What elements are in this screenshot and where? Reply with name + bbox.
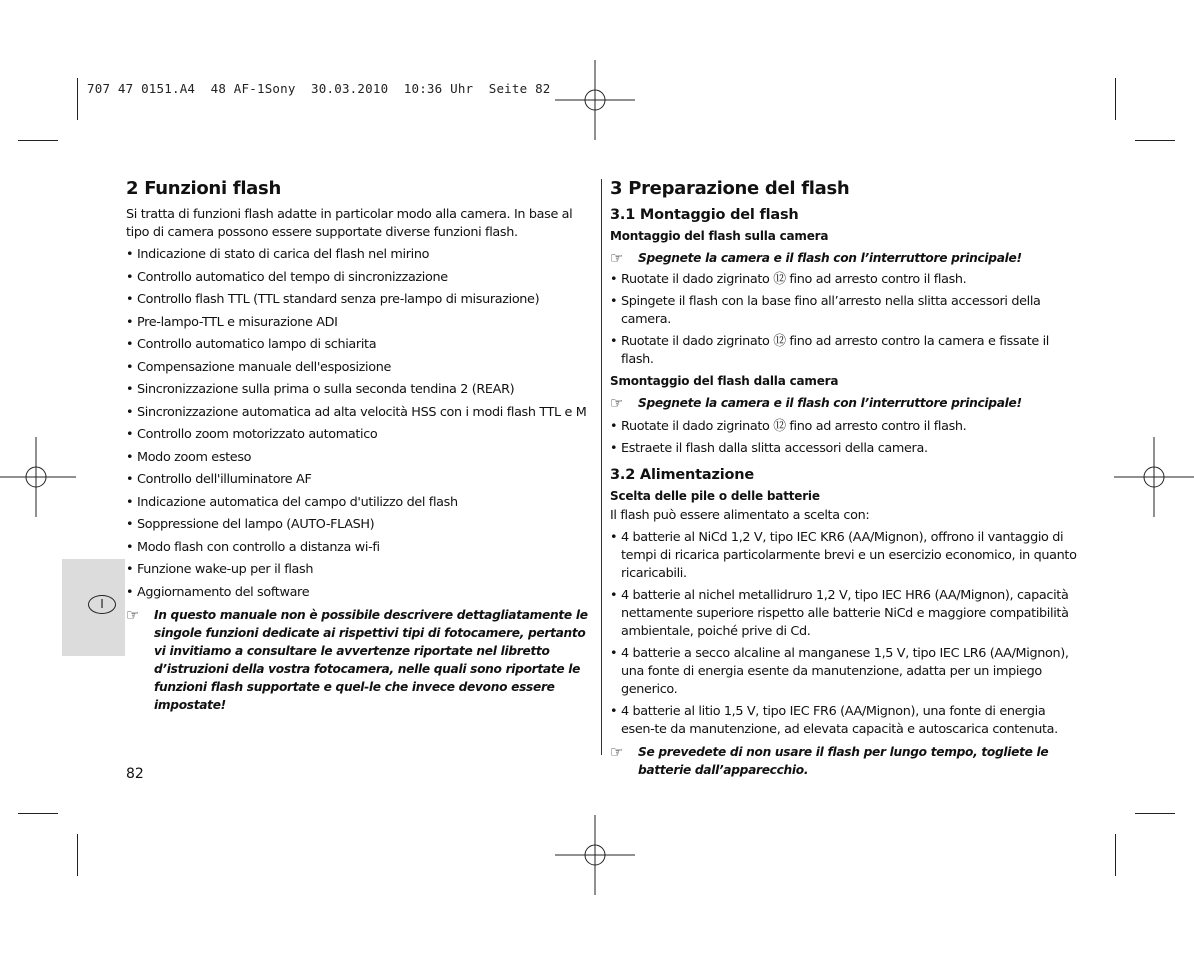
list-item: • Controllo automatico del tempo di sincronizzazione: [126, 269, 596, 287]
list-item: • Compensazione manuale dell'esposizione: [126, 359, 596, 377]
list-item: • Sincronizzazione sulla prima o sulla seconda tendina 2 (REAR): [126, 381, 596, 399]
list-item: • Funzione wake-up per il flash: [126, 561, 596, 579]
section-flash-functions: [126, 178, 596, 718]
pointing-hand-icon: ☞: [610, 743, 624, 761]
list-item: • Ruotate il dado zigrinato ⑫ fino ad arresto contro il flash.: [610, 418, 1080, 436]
list-item: • 4 batterie al nichel metallidruro 1,2 V, tipo IEC HR6 (AA/Mignon), capacità nettamente superiore rispetto alle batterie NiCd e maggiore compatibilità ambientale, poiché prive di Cd.: [610, 587, 1080, 641]
subsection-title: 3.2 Alimentazione: [610, 467, 755, 483]
crop-mark: [18, 140, 58, 141]
list-item: • Estraete il flash dalla slitta accessori della camera.: [610, 440, 1080, 458]
list-item: • Indicazione automatica del campo d'utilizzo del flash: [126, 494, 596, 512]
list-item: • 4 batterie a secco alcaline al manganese 1,5 V, tipo IEC LR6 (AA/Mignon), una fonte di energia esente da manutenzione, adatta per un impiego generico.: [610, 645, 1080, 699]
subsection-title: 3.1 Montaggio del flash: [610, 207, 799, 223]
note-text: Se prevedete di non usare il flash per lungo tempo, togliete le batterie dall’apparecchio.: [638, 745, 1049, 777]
list-item: • Spingete il flash con la base fino all’arresto nella slitta accessori della camera.: [610, 293, 1080, 329]
list-item: • Indicazione di stato di carica del flash nel mirino: [126, 246, 596, 264]
list-item: • Aggiornamento del software: [126, 584, 596, 602]
registration-mark-bottom: [555, 815, 635, 895]
note-text: Spegnete la camera e il flash con l’interruttore principale!: [638, 251, 1022, 265]
language-badge: I: [88, 595, 116, 614]
note-text: In questo manuale non è possibile descrivere dettagliatamente le singole funzioni dedicate ai rispettivi tipi di fotocamere, pertanto vi invitiamo a consultare le avvertenze riportate nel libretto d’istruzioni della vostra fotocamera, nelle quali sono riportate le funzioni flash supportate e quel-le che invece devono essere impostate!: [154, 608, 588, 712]
note-text: Spegnete la camera e il flash con l’interruttore principale!: [638, 396, 1022, 410]
battery-list: [610, 529, 1080, 739]
list-item: • Ruotate il dado zigrinato ⑫ fino ad arresto contro il flash.: [610, 271, 1080, 289]
registration-mark-right: [1114, 437, 1194, 517]
crop-mark: [18, 813, 58, 814]
crop-mark: [1115, 78, 1116, 120]
list-item: • 4 batterie al litio 1,5 V, tipo IEC FR6 (AA/Mignon), una fonte di energia esen-te da manutenzione, ad elevata capacità e autoscarica contenuta.: [610, 703, 1080, 739]
list-item: • Modo flash con controllo a distanza wi-fi: [126, 539, 596, 557]
page-number: 82: [126, 766, 144, 782]
crop-mark: [77, 834, 78, 876]
language-tab: [62, 559, 125, 656]
list-item: • Controllo flash TTL (TTL standard senza pre-lampo di misurazione): [126, 291, 596, 309]
note-block: [610, 394, 1080, 412]
crop-mark: [1135, 813, 1175, 814]
column-divider: [601, 179, 602, 755]
section-intro: Si tratta di funzioni flash adatte in particolar modo alla camera. In base al tipo di camera possono essere supportate diverse funzioni flash.: [126, 207, 573, 240]
mount-steps: [610, 271, 1080, 369]
list-item: • 4 batterie al NiCd 1,2 V, tipo IEC KR6 (AA/Mignon), offrono il vantaggio di tempi di ricarica particolarmente brevi e un esercizio economico, in quanto ricaricabili.: [610, 529, 1080, 583]
list-item: • Pre-lampo-TTL e misurazione ADI: [126, 314, 596, 332]
list-item: • Sincronizzazione automatica ad alta velocità HSS con i modi flash TTL e M: [126, 404, 596, 422]
section-title: 2 Funzioni flash: [126, 178, 281, 199]
note-block: [126, 606, 596, 714]
power-intro: Il flash può essere alimentato a scelta con:: [610, 508, 870, 523]
note-block: [610, 249, 1080, 267]
list-item: • Soppressione del lampo (AUTO-FLASH): [126, 516, 596, 534]
list-item: • Controllo dell'illuminatore AF: [126, 471, 596, 489]
subheading: Smontaggio del flash dalla camera: [610, 374, 839, 388]
subheading: Scelta delle pile o delle batterie: [610, 489, 820, 503]
pointing-hand-icon: ☞: [610, 249, 624, 267]
print-slug: 707 47 0151.A4 48 AF-1Sony 30.03.2010 10:36 Uhr Seite 82: [87, 81, 551, 96]
section-flash-preparation: [610, 178, 1080, 783]
crop-mark: [77, 78, 78, 120]
registration-mark-left: [0, 437, 76, 517]
list-item: • Controllo automatico lampo di schiarita: [126, 336, 596, 354]
crop-mark: [1115, 834, 1116, 876]
registration-mark-top: [555, 60, 635, 140]
pointing-hand-icon: ☞: [126, 606, 140, 624]
crop-mark: [1135, 140, 1175, 141]
section-title: 3 Preparazione del flash: [610, 178, 850, 199]
pointing-hand-icon: ☞: [610, 394, 624, 412]
list-item: • Ruotate il dado zigrinato ⑫ fino ad arresto contro la camera e fissate il flash.: [610, 333, 1080, 369]
note-block: [610, 743, 1080, 779]
subheading: Montaggio del flash sulla camera: [610, 229, 829, 243]
unmount-steps: [610, 418, 1080, 458]
list-item: • Modo zoom esteso: [126, 449, 596, 467]
function-list: [126, 246, 596, 602]
list-item: • Controllo zoom motorizzato automatico: [126, 426, 596, 444]
